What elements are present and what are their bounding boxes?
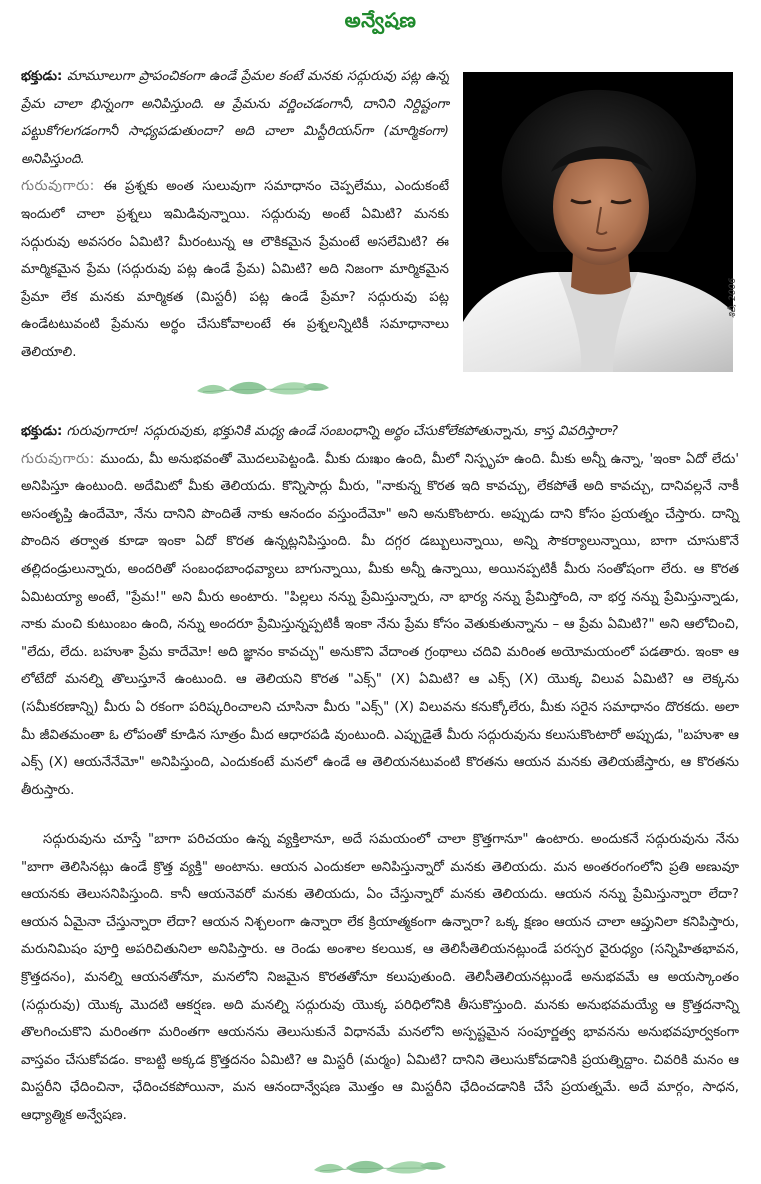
portrait-illustration — [463, 72, 733, 372]
question-speaker: భక్తుడు: — [21, 424, 63, 439]
answer-speaker: గురువుగారు: — [21, 450, 95, 467]
question-speaker: భక్తుడు: — [21, 69, 63, 84]
answer-1 — [21, 173, 449, 366]
question-text: మామూలుగా ప్రాపంచికంగా ఉండే ప్రేమల కంటే మనకు సద్గురువు పట్ల ఉన్న ప్రేమ చాలా భిన్నంగా అనిపిస్తుంది. ఆ ప్రేమను వర్ణించడంగానీ, దానిని నిర్దిష్టంగా పట్టుకోగలగడంగానీ సాధ్యపడుతుందా? అది చాలా మిస్టీరియస్‌గా (మార్మికంగా) అనిపిస్తుంది. — [21, 69, 450, 167]
answer-text: ఈ ప్రశ్నకు అంత సులువుగా సమాధానం చెప్పలేము, ఎందుకంటే ఇందులో చాలా ప్రశ్నలు ఇమిడివున్నాయి. సద్గురువు అంటే ఏమిటి? మనకు సద్గురువు అవసరం ఏమిటి? మీరంటున్న ఆ లౌకికమైన ప్రేమంటే అసలేమిటి? ఈ మార్మికమైన ప్రేమ (సద్గురువు పట్ల ఉండే ప్రేమ) ఏమిటి? అది నిజంగా మార్మికమైన ప్రేమా లేక మనకు మార్మికత (మిస్టరీ) పట్ల ఉండే ప్రేమా? సద్గురువు పట్ల ఉండేటటువంటి ప్రేమను అర్థం చేసుకోవాలంటే ఈ ప్రశ్నలన్నిటికీ సమాధానాలు తెలియాలి. — [21, 179, 449, 360]
leaf-divider-icon — [193, 377, 333, 399]
page-title: అన్వేషణ — [344, 8, 417, 32]
answer-speaker: గురువుగారు: — [21, 178, 95, 195]
closing-paragraph: సద్గురువును చూస్తే "బాగా పరిచయం ఉన్న వ్యక్తిలానూ, అదే సమయంలో చాలా క్రొత్తగానూ" ఉంటారు. అందుకనే సద్గురువును నేను "బాగా తెలిసినట్లు ఉండే క్రొత్త వ్యక్తి" అంటాను. ఆయన ఎందుకలా అనిపిస్తున్నారో మనకు తెలియదు. మన అంతరంగంలోని ప్రతి అణువూ ఆయనకు తెలుసనిపిస్తుంది. కానీ ఆయనెవరో మనకు తెలియదు, ఏం చేస్తున్నారో మనకు తెలియదు. ఆయన నన్ను ప్రేమిస్తున్నారా లేదా? ఆయన ఏమైనా చేస్తున్నారా లేదా? ఆయన నిశ్చలంగా ఉన్నారా లేక క్రియాత్మకంగా ఉన్నారా? ఒక్క క్షణం ఆయన చాలా ఆప్తునిలా కనిపిస్తారు, మరునిమిషం పూర్తి అపరిచితునిలా అనిపిస్తారు. ఆ రెండు అంశాల కలయిక, ఆ తెలిసీతెలియనట్లుండే పరస్పర వైరుధ్యం (సన్నిహితభావన, క్రొత్తదనం), మనల్ని ఆయనతోనూ, మనలోని నిజమైన కొరతతోనూ కలుపుతుంది. తెలిసీతెలియనట్లుండే అనుభవమే ఆ అయస్కాంతం (సద్గురువు) యొక్క మొదటి ఆకర్షణ. అది మనల్ని సద్గురువు యొక్క పరిధిలోనికి తీసుకొస్తుంది. మనకు అనుభవమయ్యే ఆ క్రొత్తదనాన్ని తొలగించుకొని మరింతగా మరింతగా ఆయనను తెలుసుకునే విధానమే మనలోని అస్పష్టమైన సంపూర్ణత్వ భావనను అనుభవపూర్వకంగా వాస్తవం చేసుకోవడం. కాబట్టి అక్కడ క్రొత్తదనం ఏమిటి? ఆ మిస్టరీ (మర్మం) ఏమిటి? దానిని తెలుసుకోవడానికి ప్రయత్నిద్దాం. చివరికి మనం ఆ మిస్టరీని ఛేదించినా, ఛేదించకపోయినా, మన ఆనందాన్వేషణ మొత్తం ఆ మిస్టరీని ఛేదించడానికి చేసే ప్రయత్నమే. అదే మార్గం, సాధన, ఆధ్యాత్మిక అన్వేషణ. — [21, 832, 739, 1123]
qa-section-2 — [21, 418, 739, 804]
closing-section — [21, 826, 739, 1130]
leaf-divider-icon — [310, 1156, 450, 1178]
qa-section-1 — [21, 63, 449, 367]
photo-credit: శిలీ, 2006 — [728, 277, 738, 318]
question-text: గురువుగారూ! సద్గురువుకు, భక్తునికి మధ్య ఉండే సంబంధాన్ని అర్థం చేసుకోలేకపోతున్నాను, కాస్త వివరిస్తారా? — [66, 424, 619, 439]
question-2 — [21, 418, 739, 446]
question-1 — [21, 63, 449, 173]
guru-portrait-photo — [463, 72, 733, 372]
answer-text: ముందు, మీ అనుభవంతో మొదలుపెట్టండి. మీకు దుఃఖం ఉంది, మీలో నిస్పృహ ఉంది. మీకు అన్నీ ఉన్నా, 'ఇంకా ఏదో లేదు' అనిపిస్తూ ఉంటుంది. అదేమిటో మీకు తెలియదు. కొన్నిసార్లు మీరు, "నాకున్న కొరత ఇది కావచ్చు, లేకపోతే అది కావచ్చు, దానివల్లనే నాకీ అసంతృప్తి ఉందేమో, నేను దానిని పొందితే నాకు ఆనందం వస్తుందేమో" అని అనుకొంటారు. అప్పుడు దాని కోసం ప్రయత్నం చేస్తారు. దాన్ని పొందిన తర్వాత కూడా ఇంకా ఏదో కొరత ఉన్నట్లనిపిస్తుంది. మీ దగ్గర డబ్బులున్నాయి, అన్ని సౌకర్యాలున్నాయి, బాగా చూసుకొనే తల్లిదండ్రులున్నారు, అందరితో సంబంధబాంధవ్యాలు బాగున్నాయి, మీకు అన్నీ ఉన్నాయి, అయినప్పటికీ మీరు సంతోషంగా లేరు. ఆ కొరత ఏమిటయ్యా అంటే, "ప్రేమ!" అని మీరు అంటారు. "పిల్లలు నన్ను ప్రేమిస్తున్నారు, నా భార్య నన్ను ప్రేమిస్తోంది, నా భర్త నన్ను ప్రేమిస్తున్నాడు, నాకు మంచి కుటుంబం ఉంది, నన్ను అందరూ ప్రేమిస్తున్నప్పటికీ ఇంకా నేను ప్రేమ కోసం వెతుకుతున్నాను – ఆ ప్రేమ ఏమిటి?" అని ఆలోచించి, "లేదు, లేదు. బహుశా ప్రేమ కాదేమో! అది జ్ఞానం కావచ్చు" అనుకొని వేదాంత గ్రంథాలు చదివి మరింత అయోమయంలో పడతారు. ఇంకా ఆ లోటేదో మనల్ని తొలుస్తూనే ఉంటుంది. ఆ తెలియని కొరత "ఎక్స్" (X) ఏమిటి? ఆ ఎక్స్ (X) యొక్క విలువ ఏమిటి? ఆ లెక్కను (సమీకరణాన్ని) మీరు ఏ రకంగా పరిష్కరించాలని చూసినా మీరు "ఎక్స్" (X) విలువను కనుక్కోలేరు, మీకు సరైన సమాధానం దొరకదు. అలా మీ జీవితమంతా ఓ లోపంతో కూడిన సూత్రం మీద ఆధారపడి వుంటుంది. ఎప్పుడైతే మీరు సద్గురువును కలుసుకొంటారో అప్పుడు, "బహుశా ఆ ఎక్స్ (X) ఆయనేనేమో" అనిపిస్తుంది, ఎందుకంటే మనలో ఉండే ఆ తెలియనటువంటి కొరతను ఆయన మనకు తెలియజేస్తారు, ఆ కొరతను తీరుస్తారు. — [21, 451, 739, 798]
answer-2 — [21, 446, 739, 805]
